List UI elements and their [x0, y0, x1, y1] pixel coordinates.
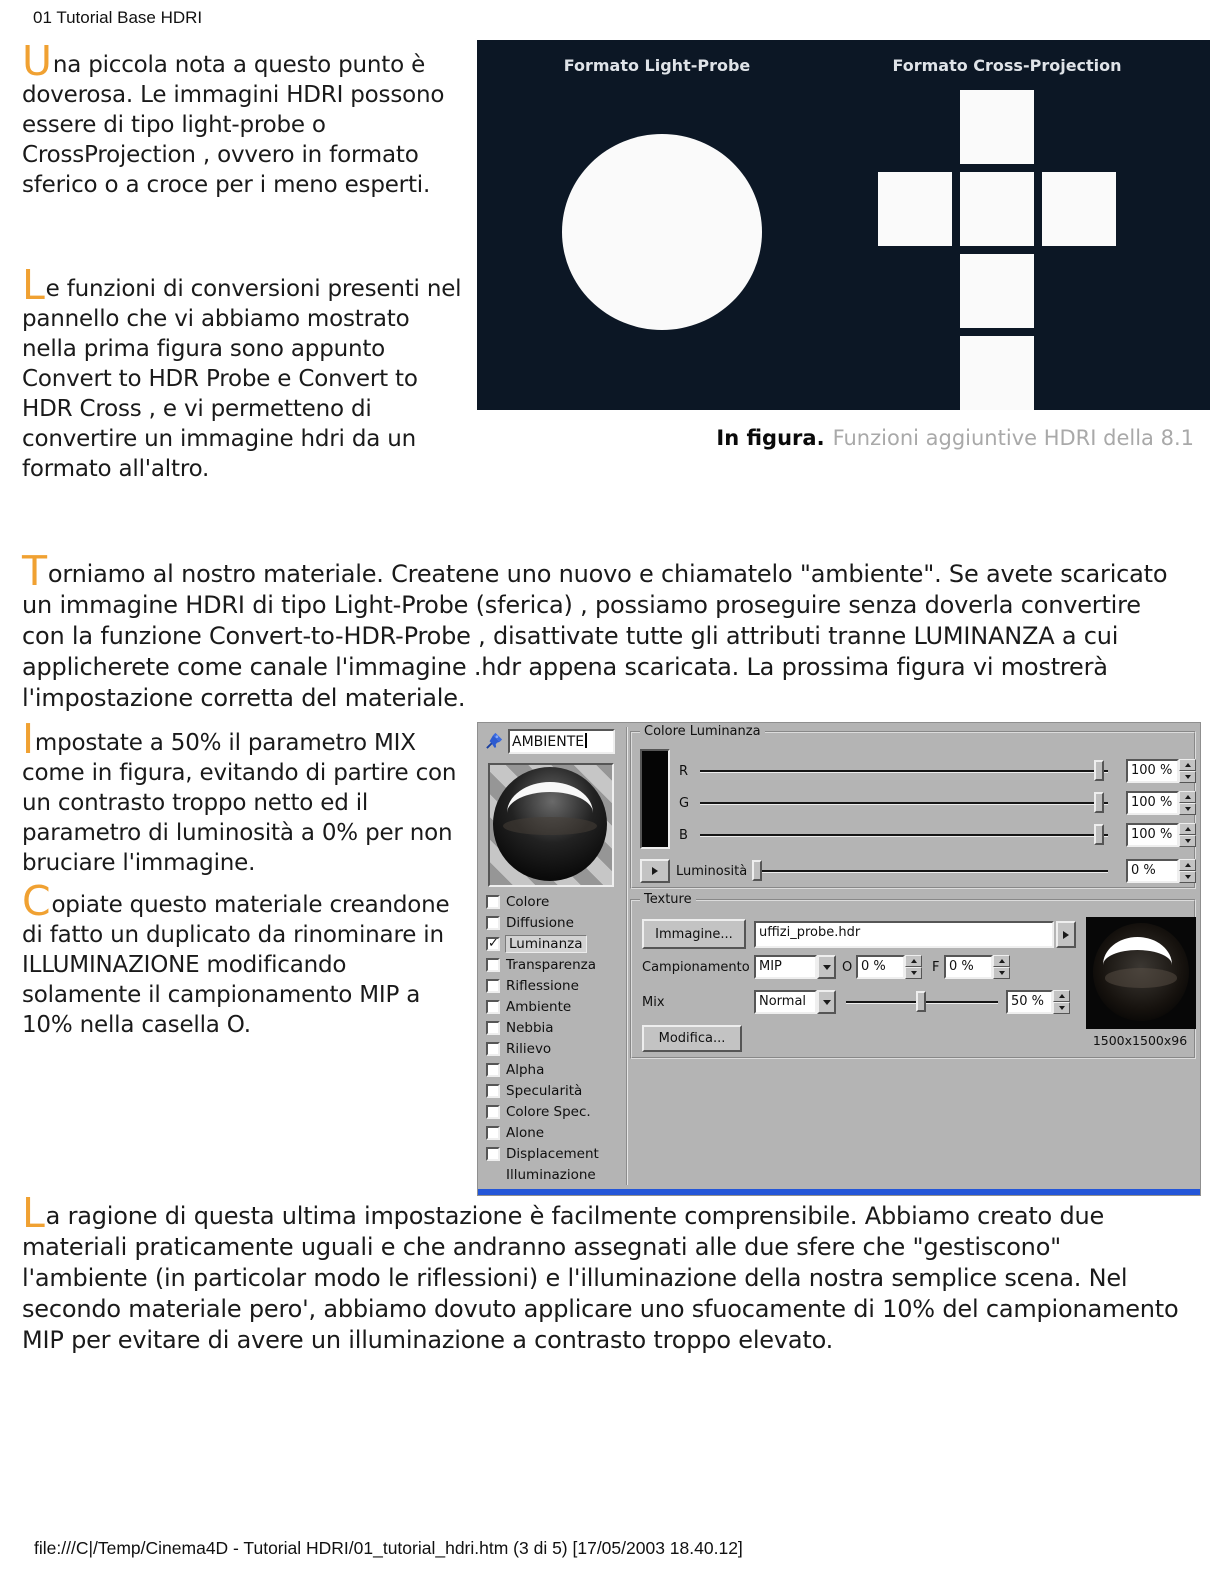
image-name-field[interactable]	[754, 921, 1054, 948]
paragraph-4	[22, 715, 468, 878]
up-arrow-icon	[999, 959, 1005, 963]
page-footer: file:///C|/Temp/Cinema4D - Tutorial HDRI/01_tutorial_hdri.htm (3 di 5) [17/05/2003 18.40.12]	[34, 1538, 743, 1558]
spin-down-button[interactable]	[1053, 1002, 1070, 1014]
channel-checkbox[interactable]	[486, 1084, 500, 1098]
mix-percent-field[interactable]	[1006, 990, 1070, 1014]
channel-label: Illuminazione	[506, 1166, 596, 1183]
b-value[interactable]: 100 %	[1126, 823, 1179, 847]
texture-size-label: 1500x1500x96	[1092, 1033, 1188, 1048]
texture-preview[interactable]	[1086, 917, 1196, 1029]
text-caret	[585, 733, 587, 748]
hdri-formats-figure	[477, 40, 1210, 410]
spin-down-button[interactable]	[993, 967, 1010, 979]
caption-text: Funzioni aggiuntive HDRI della 8.1	[832, 426, 1194, 450]
channel-label: Ambiente	[506, 998, 572, 1015]
slider-handle[interactable]	[1094, 824, 1104, 845]
cross-square	[960, 172, 1034, 246]
f-label: F	[932, 960, 940, 975]
paragraph-text: e funzioni di conversioni presenti nel pannello che vi abbiamo mostrato nella prima figura sono appunto Convert to HDR Probe e Convert to HDR Cross , e vi permetteno di convertire un immagine hdri da un formato all'altro.	[22, 276, 462, 482]
channel-list	[486, 891, 624, 1185]
channel-checkbox[interactable]	[486, 958, 500, 972]
spinner	[1179, 759, 1196, 783]
channel-row[interactable]	[486, 1059, 624, 1080]
channel-row[interactable]	[486, 996, 624, 1017]
paragraph-text: a ragione di questa ultima impostazione è facilmente comprensibile. Abbiamo creato due materiali praticamente uguali e che andranno assegnati alle due sfere che "gestiscono" l'ambiente (in particolar modo le riflessioni) e l'illuminazione della nostra semplice scena. Nel secondo materiale pero', abbiamo dovuto applicare uno sfuocamente di 10% del campionamento MIP per evitare di avere un illuminazione a contrasto troppo elevato.	[22, 1202, 1179, 1354]
drop-cap: L	[22, 1189, 45, 1237]
up-arrow-icon	[911, 959, 917, 963]
dropdown-button[interactable]	[817, 990, 836, 1014]
channel-checkbox[interactable]	[486, 895, 500, 909]
g-value[interactable]: 100 %	[1126, 791, 1179, 815]
colore-luminanza-group	[630, 724, 1196, 889]
group-title: Texture	[640, 892, 696, 907]
spin-down-button[interactable]	[1179, 771, 1196, 783]
drop-cap: I	[22, 715, 34, 763]
spinner	[1053, 990, 1070, 1014]
channel-row[interactable]	[486, 1164, 624, 1185]
light-probe-label: Formato Light-Probe	[563, 56, 751, 75]
dropdown-button[interactable]	[817, 955, 836, 979]
o-label: O	[842, 960, 853, 975]
channel-label: Transparenza	[506, 956, 596, 973]
slider-handle[interactable]	[1094, 760, 1104, 781]
r-label: R	[679, 764, 689, 779]
slider-track	[700, 770, 1108, 772]
spin-up-button[interactable]	[1053, 990, 1070, 1002]
drop-cap: L	[22, 261, 45, 309]
channel-label: Rilievo	[506, 1040, 552, 1057]
down-arrow-icon	[999, 971, 1005, 975]
g-value-field[interactable]	[1126, 791, 1196, 815]
channel-row[interactable]	[486, 975, 624, 996]
channel-row[interactable]	[486, 1143, 624, 1164]
down-arrow-icon	[1185, 807, 1191, 811]
material-editor-panel	[477, 722, 1201, 1196]
dropdown-arrow-icon	[823, 1000, 831, 1005]
channel-checkbox[interactable]	[486, 1063, 500, 1077]
paragraph-text: mpostate a 50% il parametro MIX come in figura, evitando di partire con un contrasto troppo netto ed il parametro di luminosità a 0% per non bruciare l'immagine.	[22, 730, 457, 876]
slider-handle[interactable]	[916, 991, 926, 1012]
luminosita-slider[interactable]	[752, 859, 1108, 883]
f-value[interactable]: 0 %	[944, 955, 993, 979]
up-arrow-icon	[1185, 863, 1191, 867]
up-arrow-icon	[1185, 763, 1191, 767]
right-arrow-icon	[1063, 931, 1069, 939]
up-arrow-icon	[1185, 827, 1191, 831]
down-arrow-icon	[1185, 875, 1191, 879]
immagine-button[interactable]: Immagine...	[642, 919, 746, 949]
modifica-button[interactable]: Modifica...	[642, 1025, 742, 1052]
channel-row[interactable]	[486, 1122, 624, 1143]
cross-square	[960, 336, 1034, 410]
channel-label: Colore Spec.	[506, 1103, 591, 1120]
b-label: B	[679, 828, 688, 843]
luminance-color-swatch[interactable]	[640, 749, 670, 849]
channel-checkbox[interactable]	[486, 1126, 500, 1140]
channel-row[interactable]	[486, 912, 624, 933]
spinner	[1179, 791, 1196, 815]
cross-square	[1042, 172, 1116, 246]
campionamento-dropdown[interactable]	[754, 955, 836, 979]
spin-up-button[interactable]	[1179, 791, 1196, 803]
spin-up-button[interactable]	[1179, 759, 1196, 771]
channel-checkbox[interactable]	[486, 1147, 500, 1161]
spin-up-button[interactable]	[1179, 823, 1196, 835]
group-title: Colore Luminanza	[640, 724, 765, 739]
down-arrow-icon	[1185, 839, 1191, 843]
slider-track	[700, 802, 1108, 804]
channel-row[interactable]	[486, 1080, 624, 1101]
mix-dropdown[interactable]	[754, 990, 836, 1014]
drop-cap: U	[22, 37, 52, 85]
slider-track	[752, 870, 1108, 872]
channel-label: Colore	[506, 893, 550, 910]
paragraph-6	[22, 1189, 1187, 1356]
down-arrow-icon	[1059, 1006, 1065, 1010]
channel-label: Alpha	[506, 1061, 545, 1078]
cross-projection-label: Formato Cross-Projection	[892, 56, 1122, 75]
right-arrow-icon	[652, 867, 658, 875]
luminosita-value-field[interactable]	[1126, 859, 1196, 883]
g-slider[interactable]	[700, 791, 1108, 815]
dropdown-arrow-icon	[823, 965, 831, 970]
pin-icon	[485, 731, 504, 750]
paragraph-text: na piccola nota a questo punto è doverosa. Le immagini HDRI possono essere di tipo light-probe o CrossProjection , ovvero in formato sferico o a croce per i meno esperti.	[22, 52, 445, 198]
material-preview[interactable]	[488, 763, 614, 887]
r-value[interactable]: 100 %	[1126, 759, 1179, 783]
paragraph-5	[22, 877, 468, 1040]
texture-preview-sphere	[1093, 923, 1189, 1021]
panel-divider	[626, 727, 627, 1185]
paragraph-3	[22, 547, 1172, 714]
spinner	[1179, 859, 1196, 883]
channel-checkbox[interactable]	[486, 1000, 500, 1014]
channel-checkbox[interactable]	[486, 1042, 500, 1056]
cross-square	[960, 90, 1034, 164]
spinner	[905, 955, 922, 979]
channel-row[interactable]	[486, 933, 624, 954]
figure-caption	[477, 426, 1194, 450]
spin-up-button[interactable]	[1179, 859, 1196, 871]
luminosita-value[interactable]: 0 %	[1126, 859, 1179, 883]
cross-square	[878, 172, 952, 246]
channel-label: Diffusione	[506, 914, 574, 931]
paragraph-text: orniamo al nostro materiale. Createne uno nuovo e chiamatelo "ambiente". Se avete scaricato un immagine HDRI di tipo Light-Probe (sferica) , possiamo proseguire senza doverla convertire con la funzione Convert-to-HDR-Probe , disattivate tutte gli attributi tranne LUMINANZA a cui applicherete come canale l'immagine .hdr appena scaricata. La prossima figura vi mostrerà l'impostazione corretta del materiale.	[22, 560, 1168, 712]
r-slider[interactable]	[700, 759, 1108, 783]
paragraph-text: opiate questo materiale creandone di fatto un duplicato da rinominare in ILLUMINAZIONE modificando solamente il campionamento MIP a 10% nella casella O.	[22, 892, 450, 1038]
channel-checkbox[interactable]	[486, 1105, 500, 1119]
channel-row[interactable]	[486, 954, 624, 975]
down-arrow-icon	[1185, 775, 1191, 779]
image-name-value[interactable]: uffizi_probe.hdr	[754, 921, 1054, 948]
mix-percent-value[interactable]: 50 %	[1006, 990, 1053, 1014]
spinner	[1179, 823, 1196, 847]
channel-label: Alone	[506, 1124, 545, 1141]
material-name-value: AMBIENTE	[512, 734, 585, 750]
channel-row[interactable]	[486, 1101, 624, 1122]
cross-square	[960, 254, 1034, 328]
channel-label: Riflessione	[506, 977, 579, 994]
mix-slider[interactable]	[846, 990, 998, 1014]
material-name-input[interactable]	[508, 729, 615, 754]
channel-label: Luminanza	[505, 935, 587, 953]
channel-label: Displacement	[506, 1145, 599, 1162]
mix-label: Mix	[642, 995, 665, 1010]
spin-down-button[interactable]	[1179, 835, 1196, 847]
spin-up-button[interactable]	[993, 955, 1010, 967]
paragraph-1	[22, 37, 468, 200]
drop-cap: C	[22, 877, 51, 925]
o-value[interactable]: 0 %	[856, 955, 905, 979]
channel-row[interactable]	[486, 891, 624, 912]
channel-checkbox[interactable]	[486, 1021, 500, 1035]
channel-checkbox[interactable]	[486, 916, 500, 930]
mix-value: Normal	[754, 990, 817, 1014]
down-arrow-icon	[911, 971, 917, 975]
channel-checkbox[interactable]: ✓	[488, 935, 499, 951]
spin-down-button[interactable]	[905, 967, 922, 979]
drop-cap: T	[22, 547, 47, 595]
slider-handle[interactable]	[752, 860, 762, 881]
channel-checkbox[interactable]	[486, 979, 500, 993]
channel-label: Specularità	[506, 1082, 583, 1099]
campionamento-value: MIP	[754, 955, 817, 979]
g-label: G	[679, 796, 690, 811]
swatch-expand-button[interactable]	[640, 859, 670, 883]
spin-down-button[interactable]	[1179, 871, 1196, 883]
image-menu-button[interactable]	[1056, 921, 1076, 948]
r-value-field[interactable]	[1126, 759, 1196, 783]
paragraph-2	[22, 261, 468, 484]
spinner	[993, 955, 1010, 979]
spin-up-button[interactable]	[905, 955, 922, 967]
channel-label: Nebbia	[506, 1019, 554, 1036]
material-sphere	[493, 767, 607, 881]
b-value-field[interactable]	[1126, 823, 1196, 847]
f-value-field[interactable]	[944, 955, 1010, 979]
slider-track	[700, 834, 1108, 836]
luminosita-label: Luminosità	[676, 864, 748, 879]
up-arrow-icon	[1059, 994, 1065, 998]
panel-bottom-rule	[478, 1189, 1200, 1195]
campionamento-label: Campionamento	[642, 960, 750, 975]
channel-row[interactable]	[486, 1038, 624, 1059]
o-value-field[interactable]	[856, 955, 922, 979]
b-slider[interactable]	[700, 823, 1108, 847]
texture-group	[630, 892, 1196, 1059]
up-arrow-icon	[1185, 795, 1191, 799]
caption-lead: In figura.	[716, 426, 825, 450]
light-probe-circle	[562, 134, 762, 330]
channel-row[interactable]	[486, 1017, 624, 1038]
slider-handle[interactable]	[1094, 792, 1104, 813]
page-header: 01 Tutorial Base HDRI	[33, 8, 203, 27]
spin-down-button[interactable]	[1179, 803, 1196, 815]
